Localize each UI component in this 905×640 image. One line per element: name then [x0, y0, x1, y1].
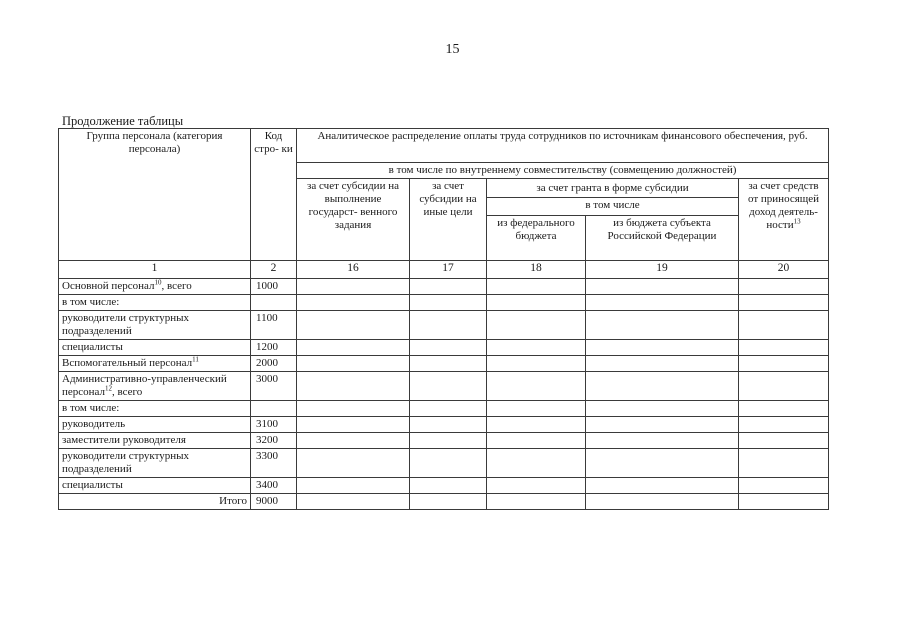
- value-cell: [297, 494, 410, 510]
- col-number: 20: [739, 261, 829, 279]
- value-cell: [297, 311, 410, 340]
- header-analytic-distribution: Аналитическое распределение оплаты труда сотрудников по источникам финансового обеспечения, руб.: [297, 129, 829, 163]
- value-cell: [739, 340, 829, 356]
- value-cell: [410, 340, 487, 356]
- value-cell: [487, 372, 586, 401]
- row-label-suffix: , всего: [112, 386, 143, 398]
- personnel-pay-table: [58, 128, 829, 510]
- header-income-activity: [739, 179, 829, 261]
- row-label: [59, 356, 251, 372]
- value-cell: [586, 478, 739, 494]
- value-cell: [739, 433, 829, 449]
- value-cell: [586, 340, 739, 356]
- row-code: 3300: [251, 449, 297, 478]
- col-number: 19: [586, 261, 739, 279]
- row-label-suffix: , всего: [161, 280, 192, 292]
- table-row: [59, 356, 829, 372]
- value-cell: [410, 295, 487, 311]
- col-number: 16: [297, 261, 410, 279]
- value-cell: [586, 433, 739, 449]
- row-label: [59, 401, 251, 417]
- value-cell: [487, 340, 586, 356]
- value-cell: [410, 417, 487, 433]
- total-code: 9000: [251, 494, 297, 510]
- value-cell: [487, 494, 586, 510]
- value-cell: [487, 433, 586, 449]
- row-label-text: в том числе:: [62, 296, 120, 308]
- value-cell: [487, 356, 586, 372]
- row-label: [59, 295, 251, 311]
- table-row: [59, 417, 829, 433]
- value-cell: [297, 478, 410, 494]
- column-number-row: [59, 261, 829, 279]
- footnote-13: 13: [793, 217, 801, 226]
- header-subject-budget: из бюджета субъекта Российской Федерации: [586, 216, 739, 261]
- value-cell: [586, 295, 739, 311]
- value-cell: [739, 401, 829, 417]
- row-label-text: руководители структурных подразделений: [62, 450, 190, 475]
- value-cell: [410, 372, 487, 401]
- table-continuation-label: Продолжение таблицы: [62, 114, 184, 128]
- value-cell: [410, 401, 487, 417]
- value-cell: [487, 417, 586, 433]
- value-cell: [586, 356, 739, 372]
- col-number: 18: [487, 261, 586, 279]
- value-cell: [297, 356, 410, 372]
- value-cell: [739, 417, 829, 433]
- value-cell: [739, 494, 829, 510]
- table-row: [59, 449, 829, 478]
- header-subsidy-state-task: за счет субсидии на выполнение государст- венного задания: [297, 179, 410, 261]
- table-row: [59, 295, 829, 311]
- value-cell: [410, 311, 487, 340]
- total-row: [59, 494, 829, 510]
- value-cell: [487, 279, 586, 295]
- row-footnote: 10: [154, 278, 162, 287]
- value-cell: [739, 372, 829, 401]
- value-cell: [586, 401, 739, 417]
- header-group-personnel: Группа персонала (категория персонала): [59, 129, 251, 261]
- row-code: [251, 401, 297, 417]
- header-including: в том числе: [487, 197, 738, 212]
- row-code: 1100: [251, 311, 297, 340]
- row-code: 1200: [251, 340, 297, 356]
- table-row: [59, 372, 829, 401]
- row-label-text: заместители руководителя: [62, 434, 186, 446]
- value-cell: [410, 279, 487, 295]
- value-cell: [297, 279, 410, 295]
- value-cell: [586, 279, 739, 295]
- header-internal-parttime: в том числе по внутреннему совместительству (совмещению должностей): [297, 163, 829, 179]
- row-footnote: 12: [105, 384, 113, 393]
- value-cell: [487, 311, 586, 340]
- value-cell: [297, 449, 410, 478]
- value-cell: [739, 356, 829, 372]
- value-cell: [586, 417, 739, 433]
- row-label: [59, 449, 251, 478]
- value-cell: [410, 356, 487, 372]
- row-label-text: специалисты: [62, 479, 123, 491]
- row-label-text: руководители структурных подразделений: [62, 312, 190, 337]
- header-subsidy-other: за счет субсидии на иные цели: [410, 179, 487, 261]
- value-cell: [586, 449, 739, 478]
- value-cell: [487, 401, 586, 417]
- value-cell: [586, 311, 739, 340]
- row-footnote: 11: [192, 355, 199, 364]
- table-row: [59, 433, 829, 449]
- row-code: 3200: [251, 433, 297, 449]
- row-code: 3400: [251, 478, 297, 494]
- value-cell: [739, 311, 829, 340]
- value-cell: [410, 478, 487, 494]
- row-label: [59, 478, 251, 494]
- page-number: 15: [445, 42, 460, 57]
- table-row: [59, 340, 829, 356]
- row-label: [59, 433, 251, 449]
- value-cell: [739, 279, 829, 295]
- header-grant-subsidy-text: за счет гранта в форме субсидии: [536, 182, 689, 194]
- header-grant-subsidy: [487, 179, 739, 216]
- row-label: [59, 372, 251, 401]
- total-label: Итого: [59, 494, 251, 510]
- row-label-text: в том числе:: [62, 402, 120, 414]
- value-cell: [410, 433, 487, 449]
- row-code: 2000: [251, 356, 297, 372]
- value-cell: [297, 372, 410, 401]
- value-cell: [739, 478, 829, 494]
- row-label-text: специалисты: [62, 341, 123, 353]
- col-number: 17: [410, 261, 487, 279]
- row-label-text: Административно-управленческий персонал: [62, 373, 227, 398]
- value-cell: [297, 417, 410, 433]
- value-cell: [297, 433, 410, 449]
- value-cell: [487, 449, 586, 478]
- row-code: [251, 295, 297, 311]
- row-label-text: руководитель: [62, 418, 126, 430]
- value-cell: [487, 295, 586, 311]
- row-label-text: Вспомогательный персонал: [62, 357, 193, 369]
- value-cell: [297, 295, 410, 311]
- value-cell: [410, 494, 487, 510]
- value-cell: [586, 494, 739, 510]
- header-row-code: Код стро- ки: [251, 129, 297, 261]
- header-income-activity-text: за счет средств от приносящей доход деятель- ности: [748, 180, 820, 231]
- table-row: [59, 279, 829, 295]
- col-number: 2: [251, 261, 297, 279]
- row-code: 1000: [251, 279, 297, 295]
- value-cell: [586, 372, 739, 401]
- value-cell: [297, 340, 410, 356]
- row-code: 3100: [251, 417, 297, 433]
- col-number: 1: [59, 261, 251, 279]
- row-label: [59, 279, 251, 295]
- table-row: [59, 478, 829, 494]
- value-cell: [410, 449, 487, 478]
- table-row: [59, 311, 829, 340]
- row-label-text: Основной персонал: [62, 280, 155, 292]
- value-cell: [487, 478, 586, 494]
- row-label: [59, 417, 251, 433]
- row-code: 3000: [251, 372, 297, 401]
- value-cell: [739, 449, 829, 478]
- value-cell: [739, 295, 829, 311]
- value-cell: [297, 401, 410, 417]
- row-label: [59, 311, 251, 340]
- row-label: [59, 340, 251, 356]
- table-row: [59, 401, 829, 417]
- header-federal-budget: из федерального бюджета: [487, 216, 586, 261]
